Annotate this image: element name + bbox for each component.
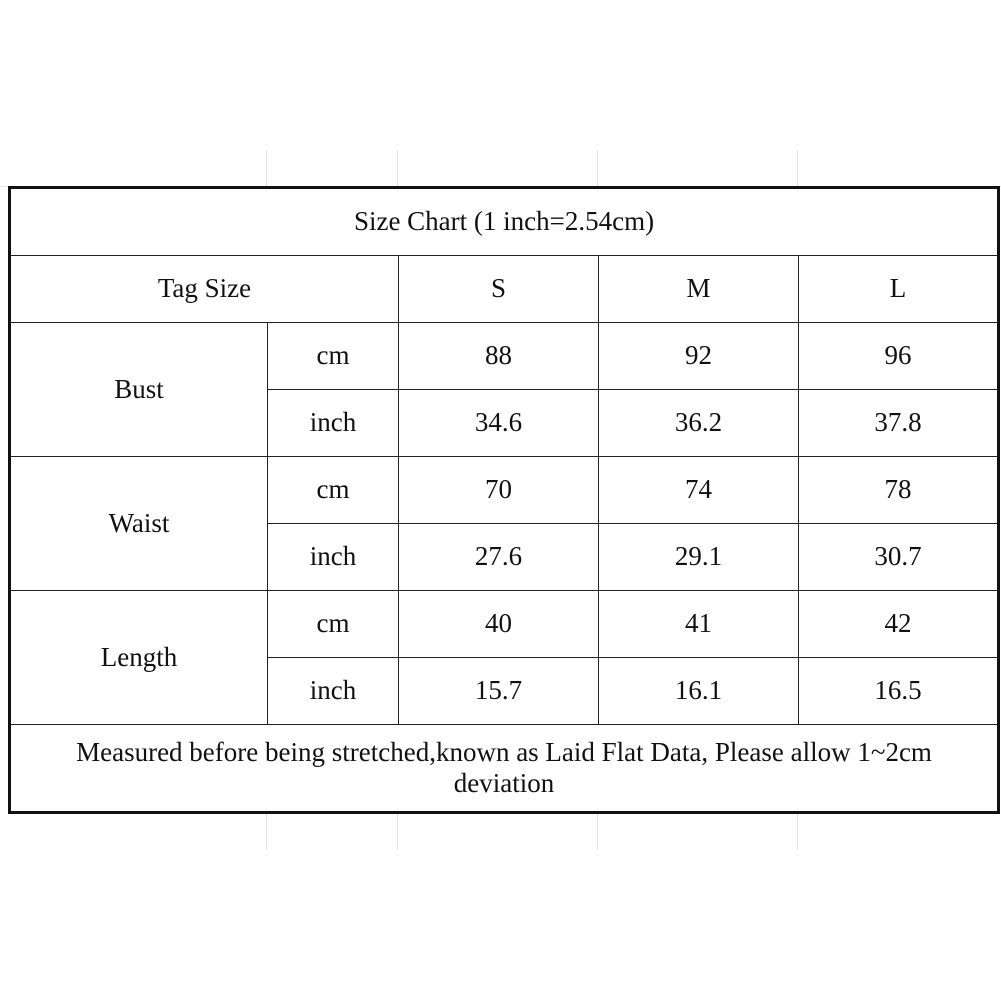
table-row [10, 591, 999, 658]
unit-cell: cm [268, 591, 399, 658]
value-cell: 74 [599, 457, 799, 524]
value-cell: 16.1 [599, 658, 799, 725]
value-cell: 70 [399, 457, 599, 524]
measurement-label-waist: Waist [10, 457, 268, 591]
value-cell: 88 [399, 323, 599, 390]
size-header-m: M [599, 256, 799, 323]
unit-cell: inch [268, 524, 399, 591]
value-cell: 37.8 [799, 390, 999, 457]
unit-cell: inch [268, 658, 399, 725]
measurement-note: Measured before being stretched,known as Laid Flat Data, Please allow 1~2cm deviation [10, 725, 999, 813]
measurement-label-length: Length [10, 591, 268, 725]
size-chart-table [8, 186, 1000, 814]
value-cell: 27.6 [399, 524, 599, 591]
value-cell: 78 [799, 457, 999, 524]
size-header-s: S [399, 256, 599, 323]
tag-size-label: Tag Size [10, 256, 399, 323]
unit-cell: inch [268, 390, 399, 457]
note-row [10, 725, 999, 813]
unit-cell: cm [268, 323, 399, 390]
value-cell: 29.1 [599, 524, 799, 591]
value-cell: 41 [599, 591, 799, 658]
value-cell: 42 [799, 591, 999, 658]
measurement-label-bust: Bust [10, 323, 268, 457]
value-cell: 15.7 [399, 658, 599, 725]
value-cell: 40 [399, 591, 599, 658]
header-row [10, 256, 999, 323]
value-cell: 34.6 [399, 390, 599, 457]
chart-title: Size Chart (1 inch=2.54cm) [10, 188, 999, 256]
value-cell: 16.5 [799, 658, 999, 725]
title-row [10, 188, 999, 256]
table-row [10, 457, 999, 524]
size-header-l: L [799, 256, 999, 323]
table-row [10, 323, 999, 390]
value-cell: 30.7 [799, 524, 999, 591]
value-cell: 36.2 [599, 390, 799, 457]
value-cell: 92 [599, 323, 799, 390]
value-cell: 96 [799, 323, 999, 390]
unit-cell: cm [268, 457, 399, 524]
